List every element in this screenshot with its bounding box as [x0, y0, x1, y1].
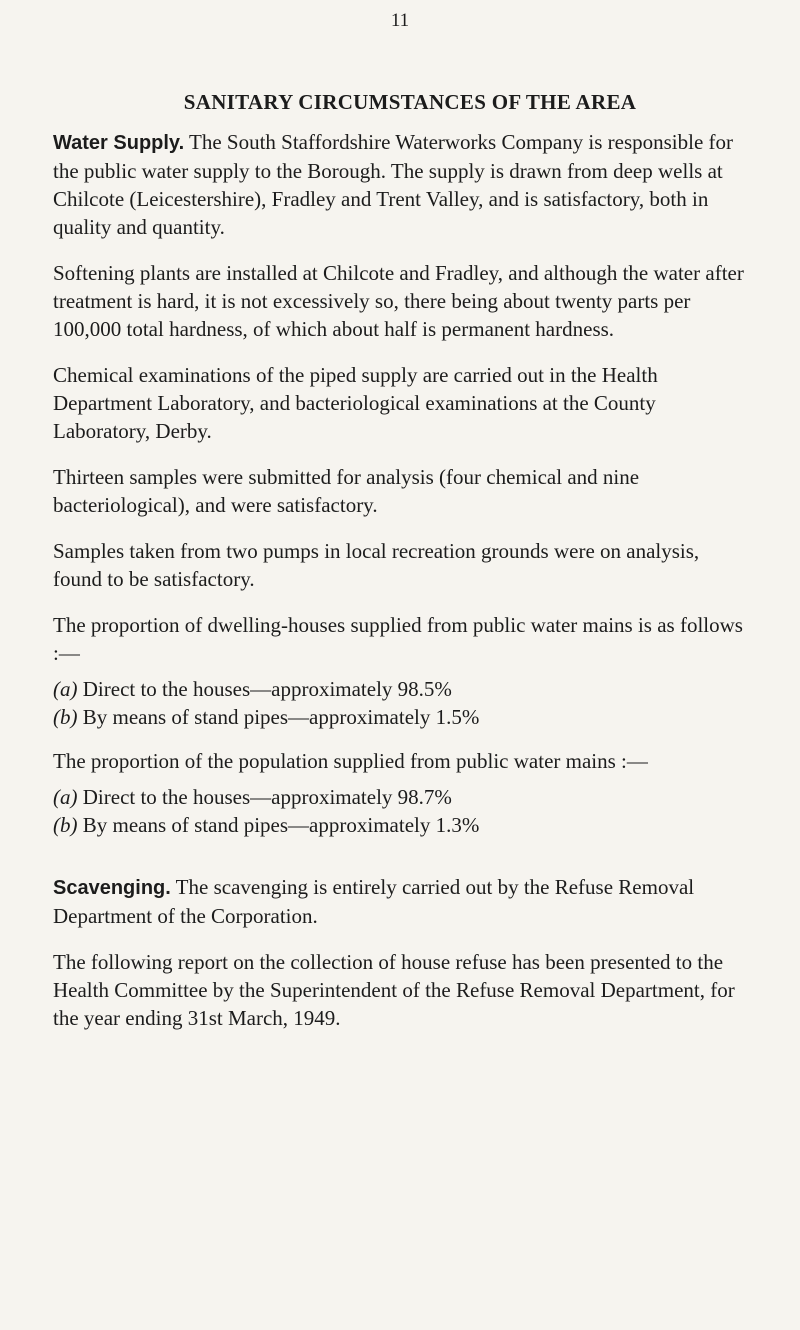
list-item [53, 811, 753, 839]
paragraph-chemical: Chemical examinations of the piped supply are carried out in the Health Department Laboratory, and bacteriological examinations at the County Laboratory, Derby. [53, 363, 658, 443]
list-text: By means of stand pipes—approximately 1.5% [77, 705, 480, 729]
paragraph-thirteen-samples: Thirteen samples were submitted for analysis (four chemical and nine bacteriological), and were satisfactory. [53, 465, 640, 517]
paragraph-softening: Softening plants are installed at Chilcote and Fradley, and although the water after treatment is hard, it is not excessively so, there being about twenty parts per 100,000 total hardness, of which about half is permanent hardness. [53, 261, 744, 341]
list-text: Direct to the houses—approximately 98.7% [77, 785, 452, 809]
paragraph-dwellings-intro: The proportion of dwelling-houses supplied from public water mains is as follows :— [53, 613, 743, 665]
dwellings-list [53, 675, 753, 731]
population-list [53, 783, 753, 839]
list-item [53, 703, 753, 731]
page-content [53, 88, 753, 1050]
list-letter: (b) [53, 813, 78, 837]
scavenging-text: The scavenging is entirely carried out by the Refuse Removal Department of the Corporation. [53, 875, 695, 928]
list-letter: (b) [53, 705, 78, 729]
water-supply-label: Water Supply. [53, 132, 185, 154]
section-heading: SANITARY CIRCUMSTANCES OF THE AREA [183, 90, 637, 114]
paragraph-scavenging [53, 873, 753, 930]
paragraph-population-intro: The proportion of the population supplied from public water mains :— [53, 749, 648, 773]
water-supply-text: The South Staffordshire Waterworks Company is responsible for the public water supply to the Borough. The supply is drawn from deep wells at Chilcote (Leicestershire), Fradley and Trent Valley, and is satisfactory, both in quality and quantity. [53, 130, 734, 239]
paragraph-water-supply [53, 128, 753, 241]
paragraph-pumps: Samples taken from two pumps in local recreation grounds were on analysis, found to be satisfactory. [53, 539, 700, 591]
list-letter: (a) [53, 785, 78, 809]
page-number: 11 [390, 10, 410, 31]
paragraph-report: The following report on the collection of house refuse has been presented to the Health Committee by the Superintendent of the Refuse Removal Department, for the year ending 31st March, 1949. [53, 950, 735, 1030]
list-text: By means of stand pipes—approximately 1.3% [77, 813, 480, 837]
list-text: Direct to the houses—approximately 98.5% [77, 677, 452, 701]
scavenging-label: Scavenging. [53, 877, 171, 899]
list-item [53, 675, 753, 703]
list-letter: (a) [53, 677, 78, 701]
list-item [53, 783, 753, 811]
